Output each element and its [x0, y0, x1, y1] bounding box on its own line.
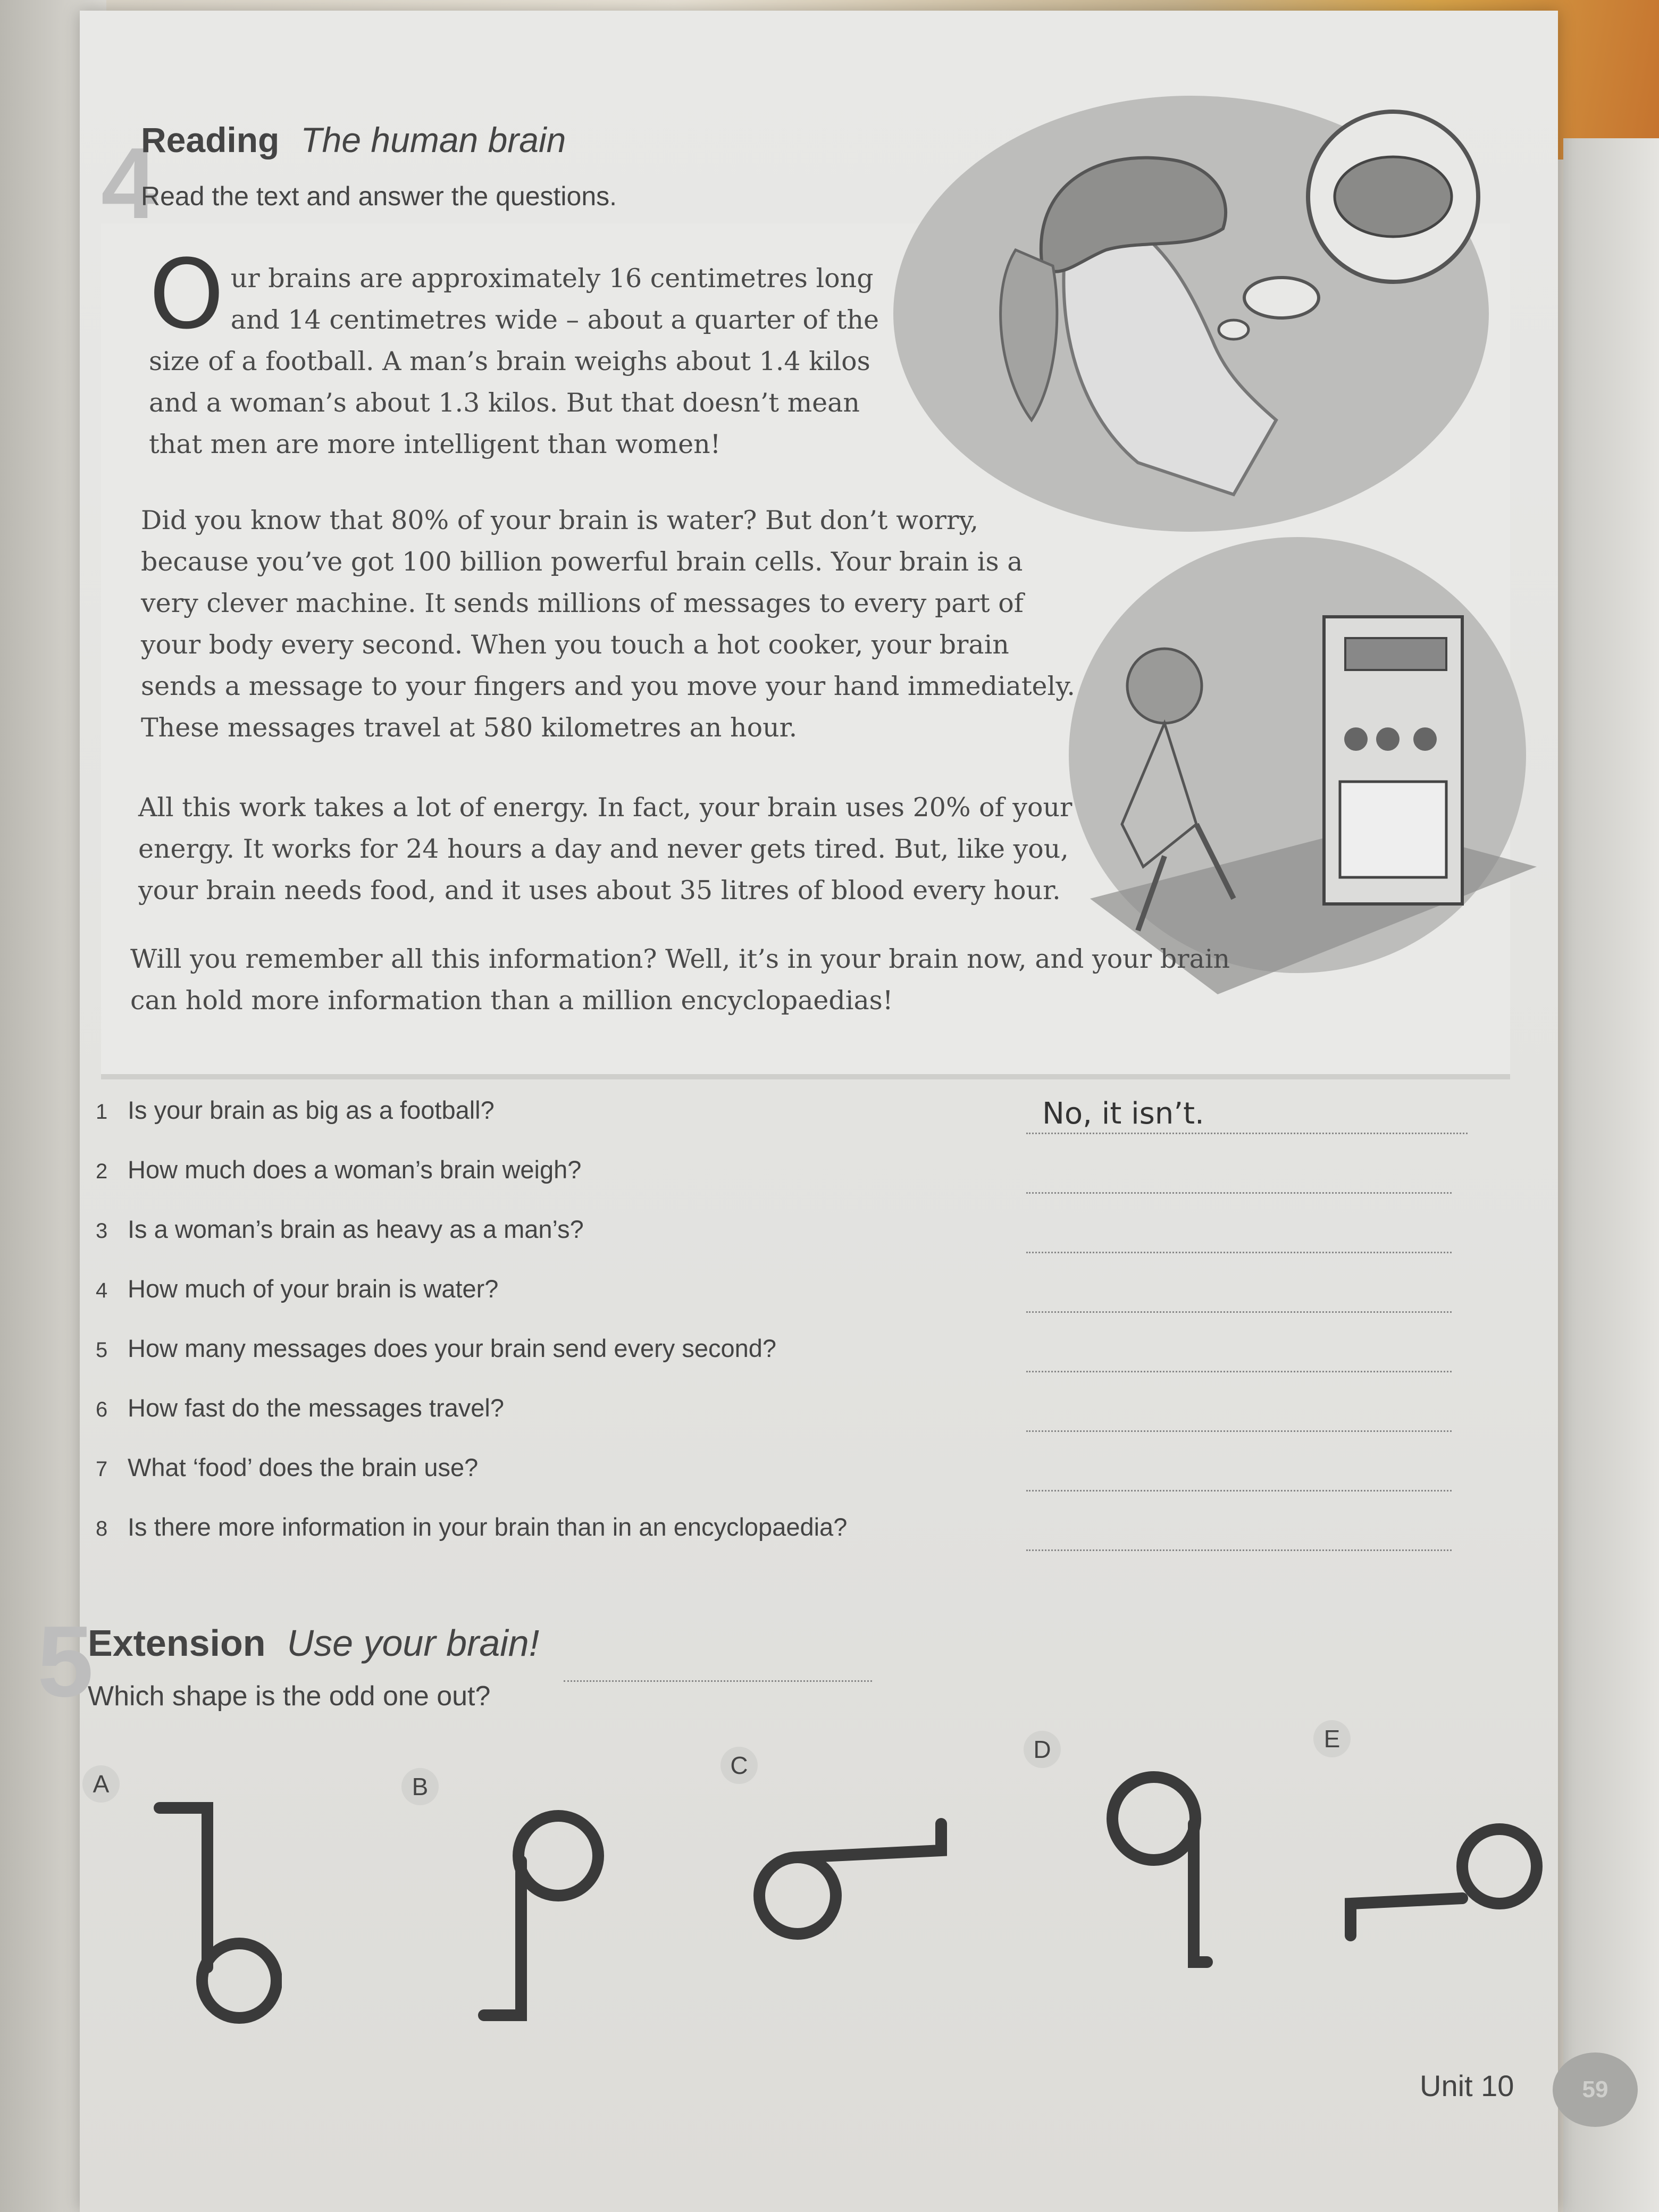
shape-label-b: B: [401, 1768, 439, 1805]
paragraph-1-text: ur brains are approximately 16 centimetres long and 14 centimetres wide – about a quarter of the size of a football. A man’s brain weighs about 1.4 kilos and a woman’s about 1.3 kilos. But that doesn’t mean that men are more intelligent than women!: [149, 263, 879, 459]
question-row: [96, 1393, 1468, 1436]
question-text: How much of your brain is water?: [128, 1275, 499, 1303]
question-number: 6: [96, 1398, 108, 1421]
question-text: Is a woman’s brain as heavy as a man’s?: [128, 1215, 584, 1243]
paragraph-2: Did you know that 80% of your brain is water? But don’t worry, because you’ve got 100 billion powerful brain cells. Your brain is a very clever machine. It sends millions of messages to every part of your body every second. When you touch a hot cooker, your brain sends a message to your fingers and you move your hand immediately. These messages travel at 580 kilometres an hour.: [141, 505, 1075, 743]
question-text: How many messages does your brain send every second?: [128, 1334, 777, 1362]
dropcap: O: [149, 239, 224, 350]
paragraph-3: All this work takes a lot of energy. In fact, your brain uses 20% of your energy. It works for 24 hours a day and never gets tired. But, like you, your brain needs food, and it uses about 35 litres of blood every hour.: [138, 792, 1073, 906]
answer-field[interactable]: [1026, 1518, 1452, 1551]
page-number: 59: [1553, 2052, 1638, 2127]
question-number: 8: [96, 1517, 108, 1540]
shape-label-e: E: [1313, 1720, 1351, 1757]
answer-field[interactable]: [1026, 1339, 1452, 1372]
shape-label-a: A: [82, 1765, 120, 1803]
question-text: What ‘food’ does the brain use?: [128, 1453, 479, 1481]
shape-b[interactable]: [473, 1797, 606, 2031]
question-number: 4: [96, 1279, 108, 1302]
answer-field[interactable]: No, it isn’t.: [1026, 1101, 1468, 1134]
answer-field[interactable]: [1026, 1458, 1452, 1492]
shape-label-c: C: [720, 1747, 758, 1784]
extension-subtitle: Use your brain!: [287, 1622, 540, 1664]
shape-a[interactable]: [149, 1792, 282, 2047]
extension-answer-field[interactable]: [564, 1654, 872, 1682]
cooker-illustration: [1058, 526, 1537, 1005]
question-text: How much does a woman’s brain weigh?: [128, 1155, 582, 1184]
question-row: [96, 1155, 1468, 1197]
question-number: 3: [96, 1219, 108, 1243]
section-number-5: 5: [37, 1605, 94, 1718]
reading-title: Reading: [141, 120, 280, 160]
question-number: 5: [96, 1338, 108, 1362]
question-row: [96, 1095, 1468, 1138]
question-row: [96, 1274, 1468, 1317]
brain-illustration: [893, 90, 1494, 532]
question-text: Is there more information in your brain than in an encyclopaedia?: [128, 1513, 848, 1541]
answer-field[interactable]: [1026, 1398, 1452, 1432]
reading-heading: [141, 120, 566, 160]
reading-subtitle: The human brain: [300, 120, 566, 160]
question-number: 2: [96, 1160, 108, 1183]
answer-field[interactable]: [1026, 1279, 1452, 1313]
reading-instruction: Read the text and answer the questions.: [141, 181, 617, 211]
question-text: Is your brain as big as a football?: [128, 1096, 495, 1124]
question-row: [96, 1214, 1468, 1257]
shape-e[interactable]: [1329, 1819, 1553, 1951]
shape-c[interactable]: [734, 1808, 957, 1946]
question-number: 1: [96, 1100, 108, 1124]
answer-field[interactable]: [1026, 1220, 1452, 1253]
shape-label-d: D: [1024, 1731, 1061, 1768]
section-number-4: 4: [101, 127, 157, 240]
answer-field[interactable]: [1026, 1160, 1452, 1194]
paragraph-1: [149, 239, 904, 465]
question-number: 7: [96, 1457, 108, 1481]
extension-title: Extension: [88, 1622, 266, 1664]
paragraph-4: Will you remember all this information? Well, it’s in your brain now, and your brain can hold more information than a million encyclopaedias!: [130, 944, 1230, 1016]
question-row: [96, 1512, 1468, 1555]
unit-label: Unit 10: [1420, 2069, 1514, 2102]
question-text: How fast do the messages travel?: [128, 1394, 504, 1422]
shape-d[interactable]: [1095, 1760, 1223, 1983]
question-row: [96, 1334, 1468, 1376]
extension-question: Which shape is the odd one out?: [88, 1681, 491, 1712]
extension-heading: [88, 1622, 539, 1664]
question-row: [96, 1453, 1468, 1495]
right-page-edge: [1563, 138, 1659, 2212]
